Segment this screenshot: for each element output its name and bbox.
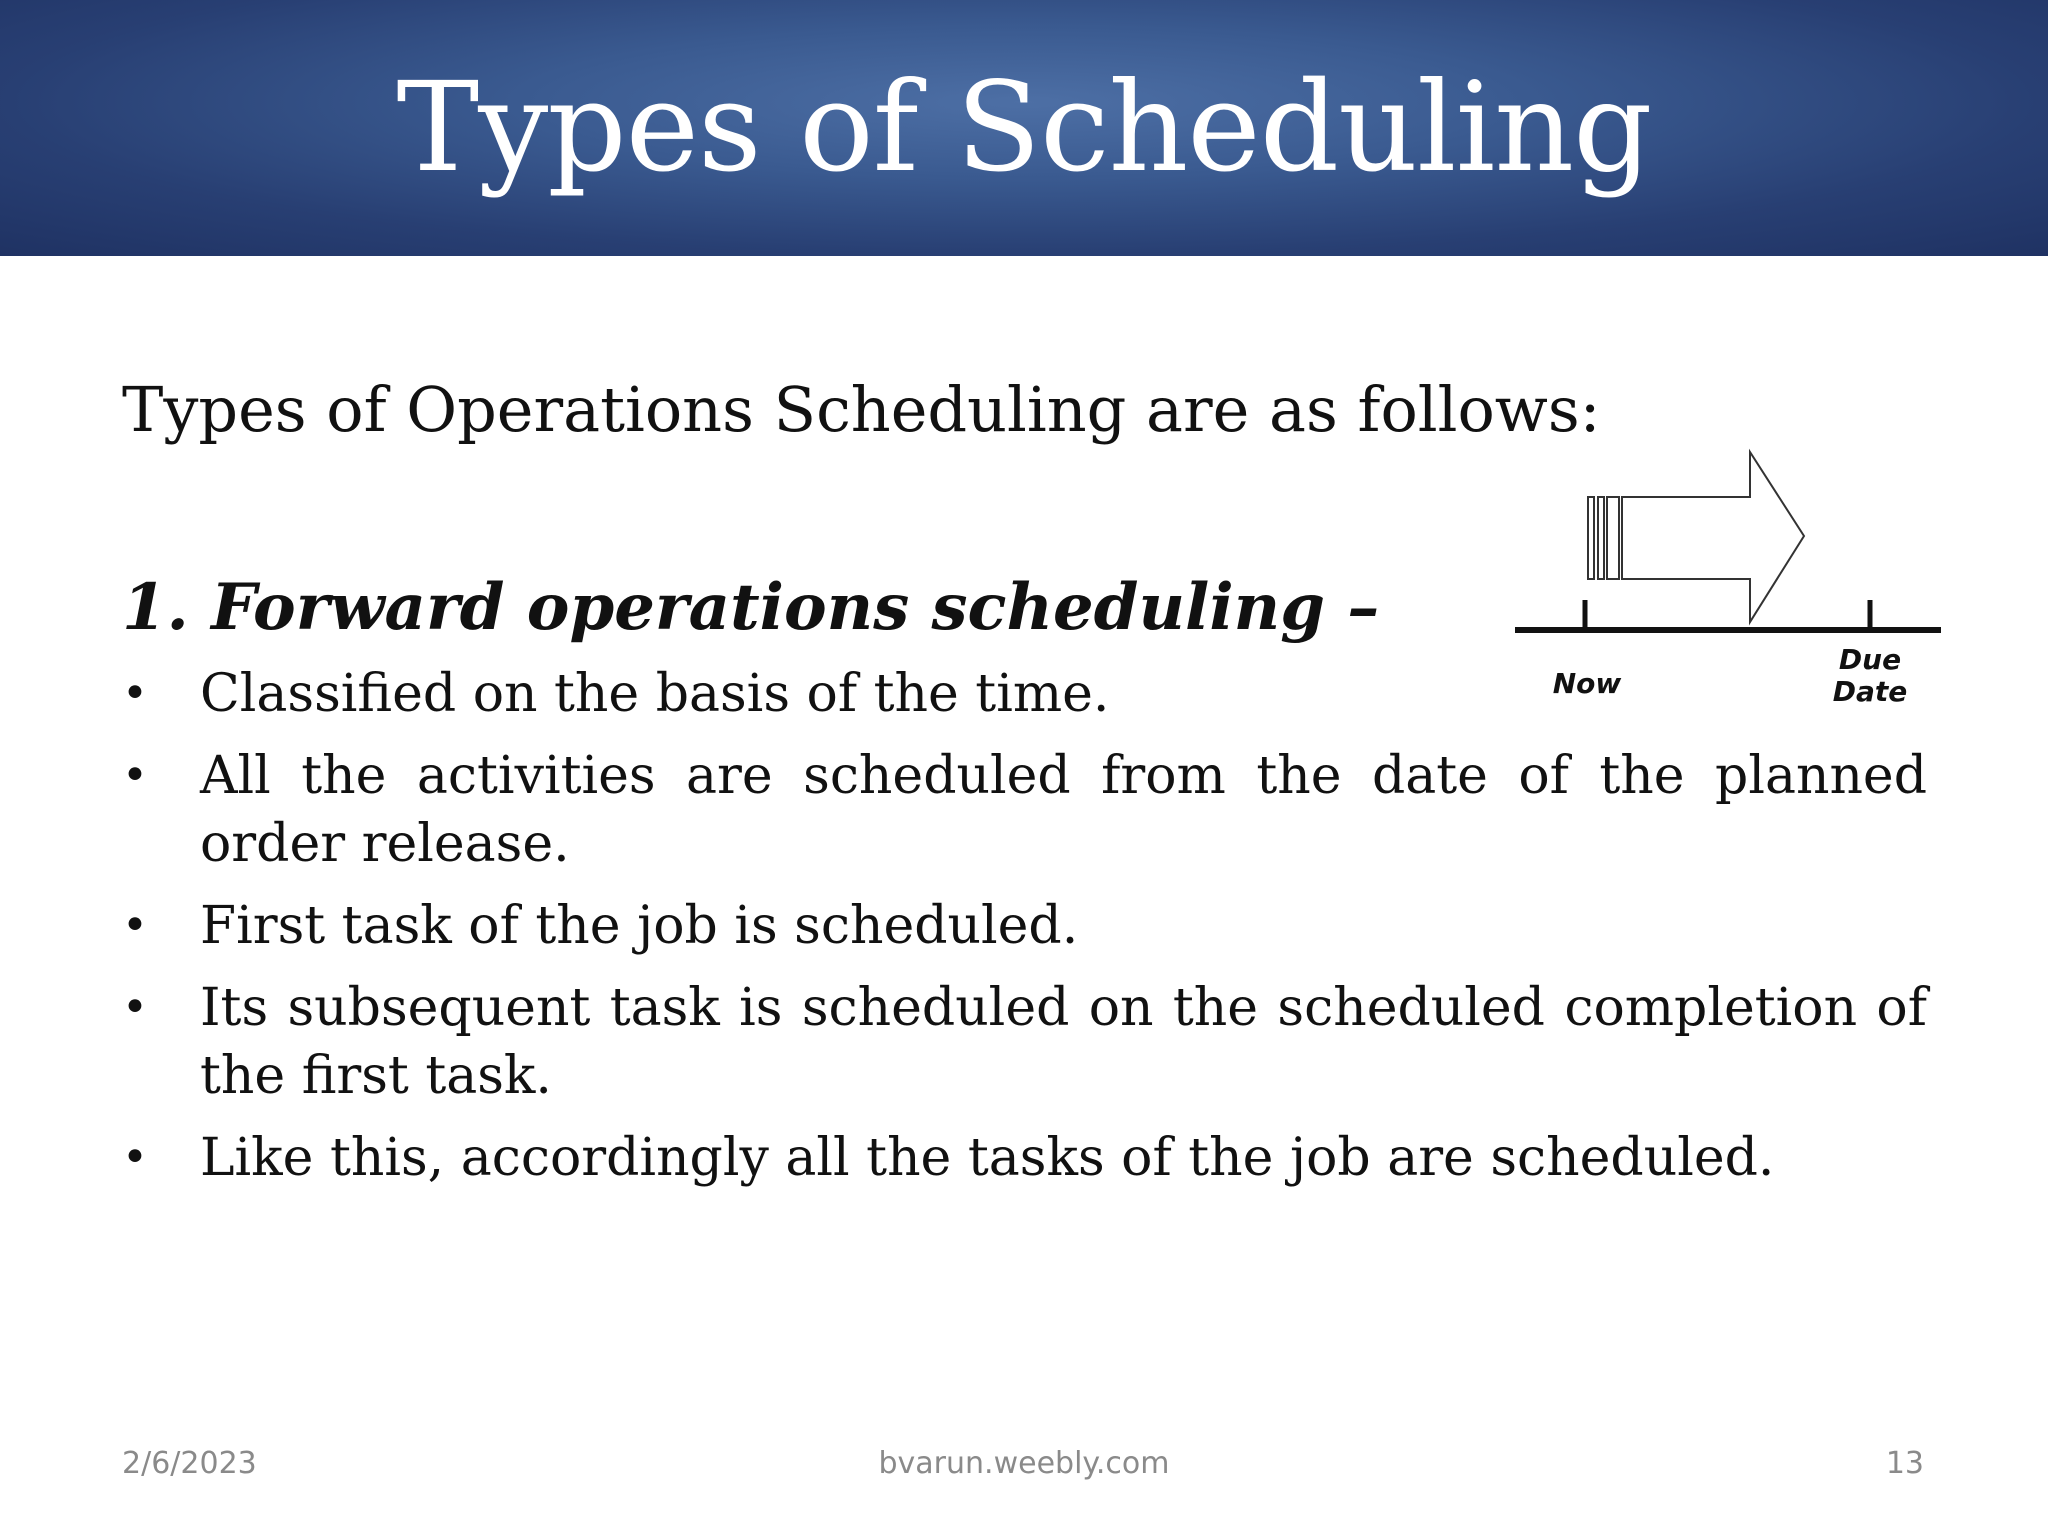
slide-title: Types of Scheduling: [396, 56, 1652, 200]
section-heading: 1. Forward operations scheduling –: [122, 570, 1380, 645]
due-label: [1825, 644, 1915, 708]
footer-page-number: 13: [1885, 1446, 1924, 1481]
bullet-item: • Like this, accordingly all the tasks of the job are scheduled.: [122, 1124, 1927, 1192]
bullet-item: • First task of the job is scheduled.: [122, 892, 1927, 960]
footer-website: bvarun.weebly.com: [878, 1446, 1170, 1481]
intro-text: Types of Operations Scheduling are as follows:: [122, 373, 1601, 446]
forward-scheduling-diagram: [1505, 448, 1945, 718]
bullet-list: [122, 660, 1927, 1206]
bullet-item: • All the activities are scheduled from the date of the planned order release.: [122, 742, 1927, 878]
bullet-item: • Its subsequent task is scheduled on the scheduled completion of the first task.: [122, 974, 1927, 1110]
due-label-line2: Date: [1832, 675, 1908, 708]
due-label-line1: Due: [1838, 643, 1902, 676]
footer-date: 2/6/2023: [122, 1446, 257, 1481]
now-label: Now: [1552, 667, 1622, 700]
bullet-item: • Classified on the basis of the time.: [122, 660, 1927, 728]
forward-arrow-icon: [1588, 452, 1804, 622]
